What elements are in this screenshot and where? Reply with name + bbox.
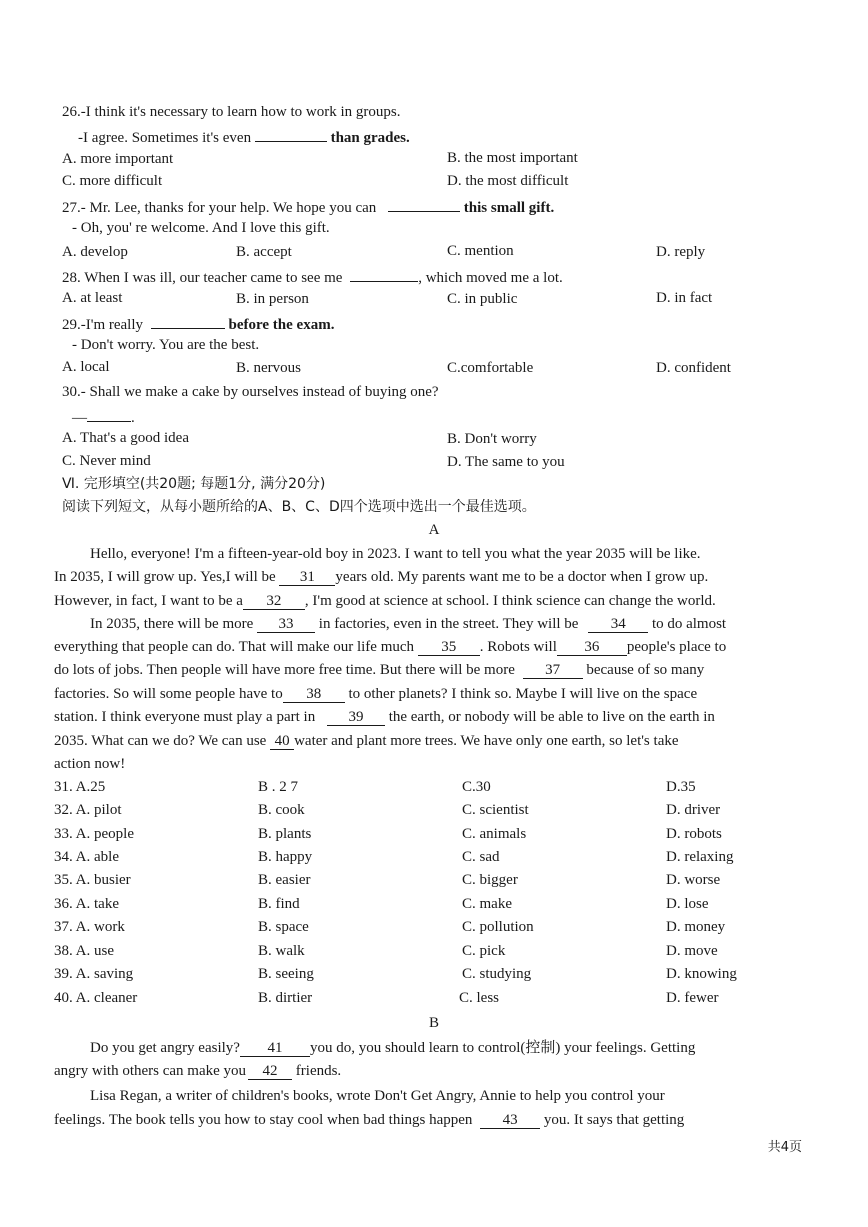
text-segment: factories. So will some people have to xyxy=(54,686,283,702)
q26-reply-a: -I agree. Sometimes it's even xyxy=(78,130,252,146)
q27-option-a[interactable]: A. develop xyxy=(62,244,128,260)
q29-stem-a: 29.-I'm really xyxy=(62,317,144,333)
q29-blank[interactable] xyxy=(151,312,225,329)
passage-a-line-1: Hello, everyone! I'm a fifteen-year-old boy in 2023. I want to tell you what the year 2035 will be like. xyxy=(90,546,701,562)
q33-option-b[interactable]: B. plants xyxy=(258,826,312,842)
text-segment: people's place to xyxy=(626,639,727,655)
section-heading: Ⅵ. 完形填空(共20题; 每题1分, 满分20分) xyxy=(62,476,326,492)
q39-option-c[interactable]: C. studying xyxy=(462,966,532,982)
blank-32[interactable]: 32 xyxy=(243,593,305,610)
text-segment: , I'm good at science at school. I think science can change the world. xyxy=(304,593,716,609)
q28-stem xyxy=(62,265,563,285)
q31-option-d[interactable]: D.35 xyxy=(666,779,696,795)
blank-31[interactable]: 31 xyxy=(279,569,335,586)
passage-b-line-4 xyxy=(54,1110,684,1130)
q27-stem-a: 27.- Mr. Lee, thanks for your help. We hope you can xyxy=(62,200,377,216)
q40-option-c[interactable]: C. less xyxy=(459,990,500,1006)
text-segment: the earth, or nobody will be able to live on the earth in xyxy=(388,709,715,725)
text-segment: station. I think everyone must play a part in xyxy=(54,709,316,725)
blank-41[interactable]: 41 xyxy=(240,1040,310,1057)
passage-b-line-3: Lisa Regan, a writer of children's books, wrote Don't Get Angry, Annie to help you control your xyxy=(90,1088,665,1104)
q37-option-b[interactable]: B. space xyxy=(258,919,309,935)
text-segment: 2035. What can we do? We can use xyxy=(54,733,267,749)
q28-option-b[interactable]: B. in person xyxy=(236,291,309,307)
q28-stem-a: 28. When I was ill, our teacher came to see me xyxy=(62,270,343,286)
text-segment: everything that people can do. That will make our life much xyxy=(54,639,415,655)
q27-option-c[interactable]: C. mention xyxy=(447,243,514,259)
text-segment: In 2035, I will grow up. Yes,I will be xyxy=(54,569,276,585)
page-count: 共4页 xyxy=(767,1140,802,1155)
text-segment: water and plant more trees. We have only one earth, so let's take xyxy=(294,733,679,749)
q34-option-a[interactable]: 34. A. able xyxy=(54,849,119,865)
q30-option-c[interactable]: C. Never mind xyxy=(62,453,151,469)
q27-stem-b: this small gift. xyxy=(463,200,555,216)
text-segment: Do you get angry easily? xyxy=(90,1040,240,1056)
text-segment: because of so many xyxy=(586,662,705,678)
q27-option-d[interactable]: D. reply xyxy=(656,244,706,260)
text-segment: do lots of jobs. Then people will have more free time. But there will be more xyxy=(54,662,515,678)
q38-option-d[interactable]: D. move xyxy=(666,943,718,959)
q29-stem xyxy=(62,312,334,332)
passage-a-line-2 xyxy=(54,567,708,587)
q27-option-b[interactable]: B. accept xyxy=(236,244,292,260)
q30-blank[interactable] xyxy=(87,405,131,422)
q26-option-b[interactable]: B. the most important xyxy=(447,150,578,166)
q27-reply: - Oh, you' re welcome. And I love this gift. xyxy=(72,220,330,236)
q32-option-c[interactable]: C. scientist xyxy=(462,802,529,818)
q32-option-d[interactable]: D. driver xyxy=(666,802,721,818)
passage-a-line-4 xyxy=(90,614,726,634)
text-segment: years old. My parents want me to be a doctor when I grow up. xyxy=(335,569,709,585)
q37-option-a[interactable]: 37. A. work xyxy=(54,919,125,935)
q30-stem: 30.- Shall we make a cake by ourselves instead of buying one? xyxy=(62,384,439,400)
q33-option-c[interactable]: C. animals xyxy=(462,826,527,842)
q29-option-a[interactable]: A. local xyxy=(62,359,110,375)
q27-stem xyxy=(62,195,554,215)
q30-reply-suffix: . xyxy=(131,410,135,426)
q28-option-d[interactable]: D. in fact xyxy=(656,290,713,306)
q30-reply xyxy=(72,405,135,425)
q31-option-c[interactable]: C.30 xyxy=(462,779,491,795)
q35-option-b[interactable]: B. easier xyxy=(258,872,311,888)
q29-option-b[interactable]: B. nervous xyxy=(236,360,301,376)
blank-35[interactable]: 35 xyxy=(418,639,480,656)
q40-option-d[interactable]: D. fewer xyxy=(666,990,719,1006)
text-segment: In 2035, there will be more xyxy=(90,616,254,632)
q36-option-d[interactable]: D. lose xyxy=(666,896,709,912)
blank-33[interactable]: 33 xyxy=(257,616,315,633)
q29-option-d[interactable]: D. confident xyxy=(656,360,731,376)
q39-option-a[interactable]: 39. A. saving xyxy=(54,966,134,982)
passage-a-line-7 xyxy=(54,684,697,704)
q38-option-a[interactable]: 38. A. use xyxy=(54,943,114,959)
q37-option-c[interactable]: C. pollution xyxy=(462,919,534,935)
blank-40[interactable]: 40 xyxy=(270,733,294,750)
q35-option-a[interactable]: 35. A. busier xyxy=(54,872,131,888)
q32-option-a[interactable]: 32. A. pilot xyxy=(54,802,122,818)
q37-option-d[interactable]: D. money xyxy=(666,919,726,935)
q26-option-a[interactable]: A. more important xyxy=(62,151,174,167)
q29-option-c[interactable]: C.comfortable xyxy=(447,360,534,376)
q36-option-a[interactable]: 36. A. take xyxy=(54,896,119,912)
q40-option-a[interactable]: 40. A. cleaner xyxy=(54,990,138,1006)
q35-option-c[interactable]: C. bigger xyxy=(462,872,518,888)
q35-option-d[interactable]: D. worse xyxy=(666,872,721,888)
q26-blank[interactable] xyxy=(255,125,327,142)
text-segment: to other planets? I think so. Maybe I will live on the space xyxy=(348,686,698,702)
text-segment: you do, you should learn to control(控制) your feelings. Getting xyxy=(309,1040,696,1056)
blank-43[interactable]: 43 xyxy=(480,1112,540,1129)
q29-stem-b: before the exam. xyxy=(228,317,335,333)
q31-option-a[interactable]: 31. A.25 xyxy=(54,779,106,795)
passage-a-line-10: action now! xyxy=(54,756,126,772)
text-segment: you. It says that getting xyxy=(543,1112,685,1128)
q28-option-a[interactable]: A. at least xyxy=(62,290,123,306)
q39-option-b[interactable]: B. seeing xyxy=(258,966,314,982)
q34-option-d[interactable]: D. relaxing xyxy=(666,849,734,865)
q26-reply xyxy=(78,125,410,145)
text-segment: . Robots will xyxy=(479,639,557,655)
q38-option-b[interactable]: B. walk xyxy=(258,943,305,959)
q32-option-b[interactable]: B. cook xyxy=(258,802,305,818)
q34-option-c[interactable]: C. sad xyxy=(462,849,500,865)
q28-stem-b: , which moved me a lot. xyxy=(418,270,563,286)
passage-a-line-9 xyxy=(54,731,679,751)
q28-option-c[interactable]: C. in public xyxy=(447,291,518,307)
passage-a-title: A xyxy=(428,522,440,538)
q26-option-c[interactable]: C. more difficult xyxy=(62,173,163,189)
q33-option-d[interactable]: D. robots xyxy=(666,826,722,842)
q36-option-c[interactable]: C. make xyxy=(462,896,512,912)
q26-option-d[interactable]: D. the most difficult xyxy=(447,173,569,189)
q29-reply: - Don't worry. You are the best. xyxy=(72,337,260,353)
q27-blank[interactable] xyxy=(388,195,460,212)
q30-option-a[interactable]: A. That's a good idea xyxy=(62,430,189,446)
q28-blank[interactable] xyxy=(350,265,418,282)
q33-option-a[interactable]: 33. A. people xyxy=(54,826,134,842)
blank-42[interactable]: 42 xyxy=(248,1063,292,1080)
passage-a-line-5 xyxy=(54,637,726,657)
passage-a-line-3 xyxy=(54,591,716,611)
text-segment: in factories, even in the street. They will be xyxy=(318,616,579,632)
blank-37[interactable]: 37 xyxy=(523,662,583,679)
blank-34[interactable]: 34 xyxy=(588,616,648,633)
q26-reply-b: than grades. xyxy=(330,130,410,146)
text-segment: friends. xyxy=(295,1063,342,1079)
passage-a-line-8 xyxy=(54,707,715,727)
text-segment: However, in fact, I want to be a xyxy=(54,593,243,609)
text-segment: feelings. The book tells you how to stay cool when bad things happen xyxy=(54,1112,473,1128)
blank-36[interactable]: 36 xyxy=(557,639,627,656)
passage-b-line-1 xyxy=(90,1038,695,1058)
q30-option-d[interactable]: D. The same to you xyxy=(447,454,565,470)
blank-39[interactable]: 39 xyxy=(327,709,385,726)
q39-option-d[interactable]: D. knowing xyxy=(666,966,737,982)
q26-stem: 26.-I think it's necessary to learn how to work in groups. xyxy=(62,104,401,120)
q30-reply-prefix: — xyxy=(72,410,87,426)
passage-b-line-2 xyxy=(54,1061,341,1081)
section-instruction: 阅读下列短文，从每小题所给的A、B、C、D四个选项中选出一个最佳选项。 xyxy=(62,499,536,515)
passage-a-line-6 xyxy=(54,660,704,680)
q30-option-b[interactable]: B. Don't worry xyxy=(447,431,537,447)
blank-38[interactable]: 38 xyxy=(283,686,345,703)
q36-option-b[interactable]: B. find xyxy=(258,896,300,912)
passage-b-title: B xyxy=(428,1015,439,1031)
q31-option-b[interactable]: B . 2 7 xyxy=(258,779,299,795)
q40-option-b[interactable]: B. dirtier xyxy=(258,990,313,1006)
text-segment: angry with others can make you xyxy=(54,1063,247,1079)
q38-option-c[interactable]: C. pick xyxy=(462,943,506,959)
q34-option-b[interactable]: B. happy xyxy=(258,849,313,865)
text-segment: to do almost xyxy=(651,616,727,632)
